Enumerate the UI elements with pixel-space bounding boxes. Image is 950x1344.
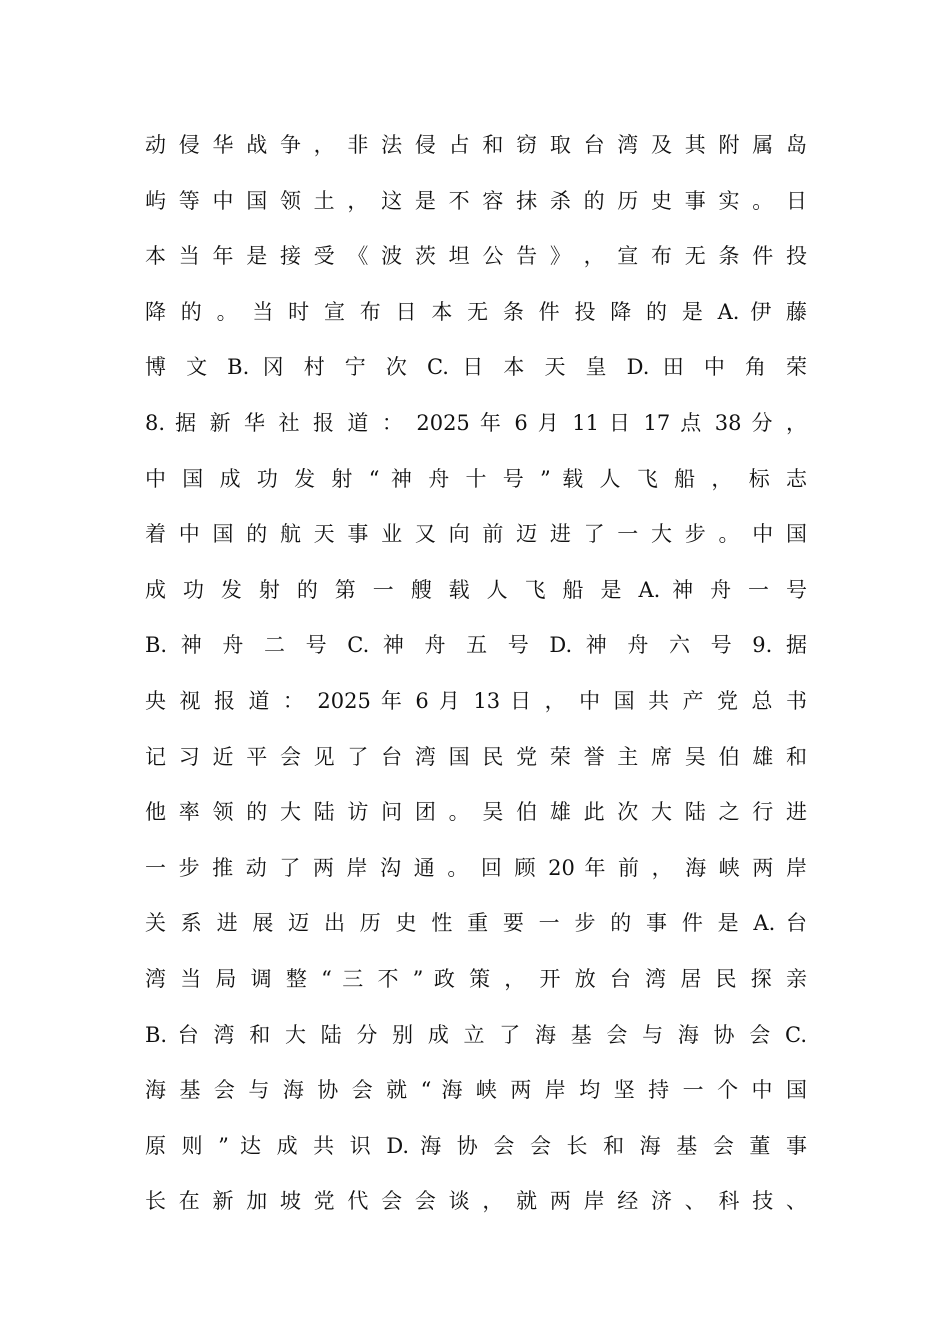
text-line: 湾 当 局 调 整 “ 三 不 ” 政 策 ， 开 放 台 湾 居 民 探 亲 xyxy=(145,966,807,991)
text-line: 央 视 报 道 ： 2025 年 6 月 13 日 ， 中 国 共 产 党 总 书 xyxy=(145,688,807,713)
text-line: 一 步 推 动 了 两 岸 沟 通 。 回 顾 20 年 前 ， 海 峡 两 岸 xyxy=(145,855,807,880)
text-line: 成 功 发 射 的 第 一 艘 载 人 飞 船 是 A. 神 舟 一 号 xyxy=(145,577,807,602)
text-line: 屿 等 中 国 领 土 ， 这 是 不 容 抹 杀 的 历 史 事 实 。 日 xyxy=(145,188,807,213)
text-line: 记 习 近 平 会 见 了 台 湾 国 民 党 荣 誉 主 席 吴 伯 雄 和 xyxy=(145,744,807,769)
text-line: 长 在 新 加 坡 党 代 会 会 谈 ， 就 两 岸 经 济 、 科 技 、 xyxy=(145,1189,807,1214)
text-line: 博 文 B. 冈 村 宁 次 C. 日 本 天 皇 D. 田 中 角 荣 xyxy=(145,355,807,380)
text-line: 原 则 ” 达 成 共 识 D. 海 协 会 会 长 和 海 基 会 董 事 xyxy=(145,1133,807,1158)
text-line: 海 基 会 与 海 协 会 就 “ 海 峡 两 岸 均 坚 持 一 个 中 国 xyxy=(145,1078,807,1103)
text-line: 本 当 年 是 接 受 《 波 茨 坦 公 告 》 ， 宣 布 无 条 件 投 xyxy=(145,244,807,269)
text-line: 8. 据 新 华 社 报 道 ： 2025 年 6 月 11 日 17 点 38 分 ， xyxy=(145,410,807,435)
text-line: 中 国 成 功 发 射 “ 神 舟 十 号 ” 载 人 飞 船 ， 标 志 xyxy=(145,466,807,491)
text-line: B. 神 舟 二 号 C. 神 舟 五 号 D. 神 舟 六 号 9. 据 xyxy=(145,633,807,658)
text-line: 他 率 领 的 大 陆 访 问 团 。 吴 伯 雄 此 次 大 陆 之 行 进 xyxy=(145,800,807,825)
body-text xyxy=(145,118,807,1230)
text-line: 着 中 国 的 航 天 事 业 又 向 前 迈 进 了 一 大 步 。 中 国 xyxy=(145,522,807,547)
text-line: 降 的 。 当 时 宣 布 日 本 无 条 件 投 降 的 是 A. 伊 藤 xyxy=(145,299,807,324)
text-line: 关 系 进 展 迈 出 历 史 性 重 要 一 步 的 事 件 是 A. 台 xyxy=(145,911,807,936)
text-line: 动 侵 华 战 争 ， 非 法 侵 占 和 窃 取 台 湾 及 其 附 属 岛 xyxy=(145,133,807,157)
text-line: B. 台 湾 和 大 陆 分 别 成 立 了 海 基 会 与 海 协 会 C. xyxy=(145,1022,807,1047)
